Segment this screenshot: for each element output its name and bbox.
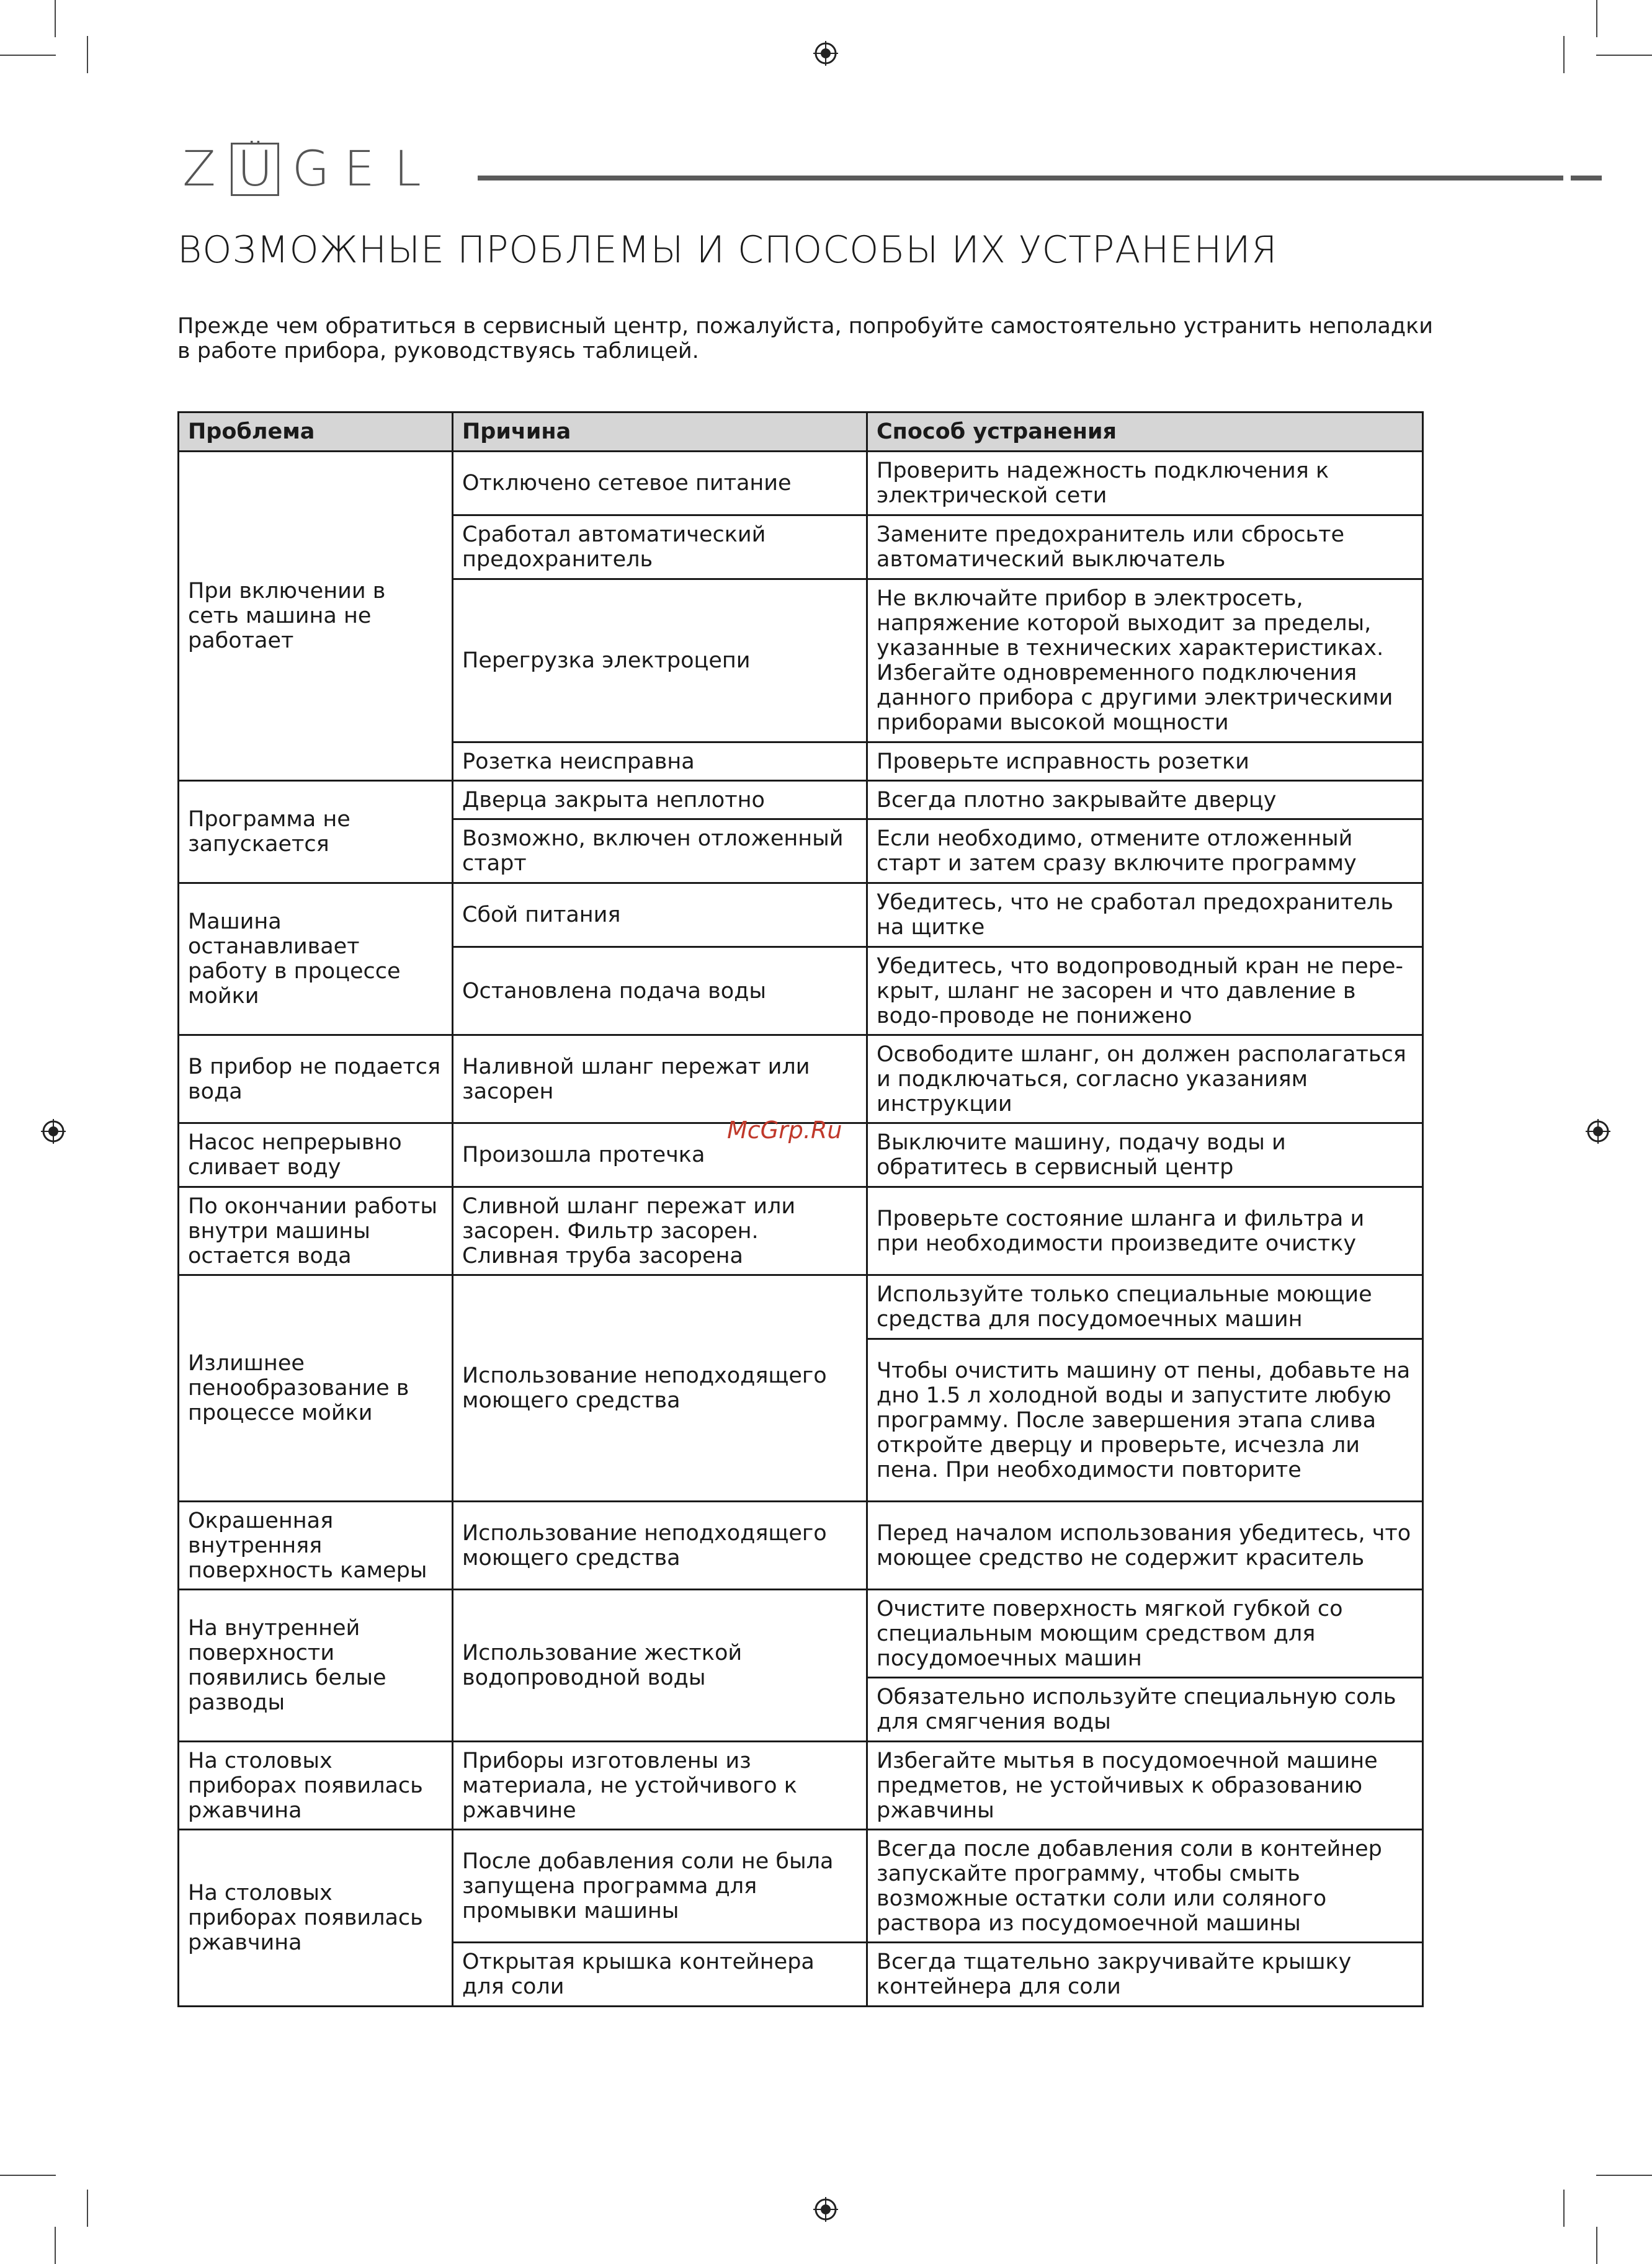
table-row [179,1187,1423,1275]
problem-cell: По окончании работы внутри машины остается вода [179,1187,453,1275]
table-row [179,1035,1423,1123]
crop-mark [87,36,88,73]
solution-cell: Чтобы очистить машину от пены, добавьте на дно 1.5 л холодной воды и запустите любую программу. После завершения этапа слива откройте дверцу и проверьте, исчезла ли пена. При необходимости повторите [867,1339,1423,1502]
solution-cell: Используйте только специальные моющие средства для посудомоечных машин [867,1275,1423,1339]
crop-mark [55,2227,56,2264]
header-rule [478,176,1563,180]
cause-cell: Отключено сетевое питание [453,452,867,515]
logo-letter: Ü [237,141,273,197]
solution-cell: Очистите поверхность мягкой губкой со специальным моющим средством для посудомоечных машин [867,1590,1423,1678]
table-row [179,1275,1423,1339]
crop-mark [1596,2175,1652,2176]
solution-cell: Всегда плотно закрывайте дверцу [867,781,1423,819]
registration-mark-icon [1586,1119,1610,1144]
solution-cell: Обязательно используйте специальную соль для смягчения воды [867,1678,1423,1742]
table-row [179,1502,1423,1590]
header-cause: Причина [453,412,867,452]
problem-cell: Окрашенная внутренняя поверхность камеры [179,1502,453,1590]
cause-cell: Использование неподходящего моющего средства [453,1275,867,1502]
crop-mark [0,55,56,56]
cause-cell: Использование жесткой водопроводной воды [453,1590,867,1742]
crop-mark [1563,2190,1565,2227]
cause-cell: Сливной шланг пережат или засорен. Фильтр засорен. Сливная труба засорена [453,1187,867,1275]
registration-mark-icon [813,41,838,66]
solution-cell: Убедитесь, что водопроводный кран не пере-крыт, шланг не засорен и что давление в водо-проводе не понижено [867,947,1423,1035]
table-header-row [179,412,1423,452]
problem-cell: При включении в сеть машина не работает [179,452,453,781]
cause-cell: Дверца закрыта неплотно [453,781,867,819]
solution-cell: Избегайте мытья в посудомоечной машине предметов, не устойчивых к образованию ржавчины [867,1742,1423,1830]
solution-cell: Освободите шланг, он должен располагаться и подключаться, согласно указаниям инструкции [867,1035,1423,1123]
intro-paragraph: Прежде чем обратиться в сервисный центр, пожалуйста, попробуйте самостоятельно устранить неполадки в работе прибора, руководствуясь таблицей. [177,314,1433,363]
logo-letter: E [344,141,375,197]
solution-cell: Замените предохранитель или сбросьте автоматический выключатель [867,515,1423,579]
problem-cell: На столовых приборах появилась ржавчина [179,1830,453,2007]
problem-cell: Машина останавливает работу в процессе мойки [179,883,453,1035]
problem-cell: На внутренней поверхности появились белые разводы [179,1590,453,1742]
logo-box [231,143,279,196]
problem-cell: На столовых приборах появилась ржавчина [179,1742,453,1830]
solution-cell: Если необходимо, отмените отложенный старт и затем сразу включите программу [867,819,1423,883]
solution-cell: Проверьте состояние шланга и фильтра и при необходимости произведите очистку [867,1187,1423,1275]
solution-cell: Перед началом использования убедитесь, что моющее средство не содержит краситель [867,1502,1423,1590]
logo-letter: Z [182,141,216,197]
table-row [179,1742,1423,1830]
cause-cell: Возможно, включен отложенный старт [453,819,867,883]
table-row [179,781,1423,819]
logo-letter: G [292,141,330,197]
crop-mark [1596,0,1597,37]
header-rule-end [1571,176,1602,180]
table-row [179,452,1423,515]
logo-letter: L [394,141,421,197]
cause-cell: Сбой питания [453,883,867,947]
cause-cell: Перегрузка электроцепи [453,579,867,742]
registration-mark-icon [41,1119,66,1144]
solution-cell: Всегда тщательно закручивайте крышку контейнера для соли [867,1943,1423,2007]
troubleshooting-table [177,411,1424,2007]
cause-cell: Наливной шланг пережат или засорен [453,1035,867,1123]
registration-mark-icon [813,2197,838,2222]
table-row [179,1590,1423,1678]
header-solution: Способ устранения [867,412,1423,452]
crop-mark [87,2190,88,2227]
solution-cell: Убедитесь, что не сработал предохранитель на щитке [867,883,1423,947]
crop-mark [1596,55,1652,56]
problem-cell: Излишнее пенообразование в процессе мойки [179,1275,453,1502]
watermark: McGrp.Ru [727,1116,842,1144]
cause-cell: Приборы изготовлены из материала, не устойчивого к ржавчине [453,1742,867,1830]
cause-cell: Розетка неисправна [453,742,867,781]
crop-mark [1563,36,1565,73]
solution-cell: Выключите машину, подачу воды и обратитесь в сервисный центр [867,1123,1423,1187]
problem-cell: В прибор не подается вода [179,1035,453,1123]
solution-cell: Не включайте прибор в электросеть, напряжение которой выходит за пределы, указанные в технических характеристиках. Избегайте одновременного подключения данного прибора с другими электрическими приборами высокой мощности [867,579,1423,742]
cause-cell: Использование неподходящего моющего средства [453,1502,867,1590]
table-row [179,1830,1423,1943]
cause-cell: Остановлена подача воды [453,947,867,1035]
crop-mark [0,2175,56,2176]
cause-cell: Произошла протечка [453,1123,867,1187]
crop-mark [1596,2227,1597,2264]
page-title: ВОЗМОЖНЫЕ ПРОБЛЕМЫ И СПОСОБЫ ИХ УСТРАНЕНИЯ [177,228,1278,272]
brand-logo [175,143,432,196]
cause-cell: После добавления соли не была запущена программа для промывки машины [453,1830,867,1943]
problem-cell: Программа не запускается [179,781,453,883]
solution-cell: Проверить надежность подключения к электрической сети [867,452,1423,515]
cause-cell: Открытая крышка контейнера для соли [453,1943,867,2007]
crop-mark [55,0,56,37]
problem-cell: Насос непрерывно сливает воду [179,1123,453,1187]
solution-cell: Всегда после добавления соли в контейнер запускайте программу, чтобы смыть возможные остатки соли или соляного раствора из посудомоечной машины [867,1830,1423,1943]
table-row [179,883,1423,947]
cause-cell: Сработал автоматический предохранитель [453,515,867,579]
solution-cell: Проверьте исправность розетки [867,742,1423,781]
header-problem: Проблема [179,412,453,452]
